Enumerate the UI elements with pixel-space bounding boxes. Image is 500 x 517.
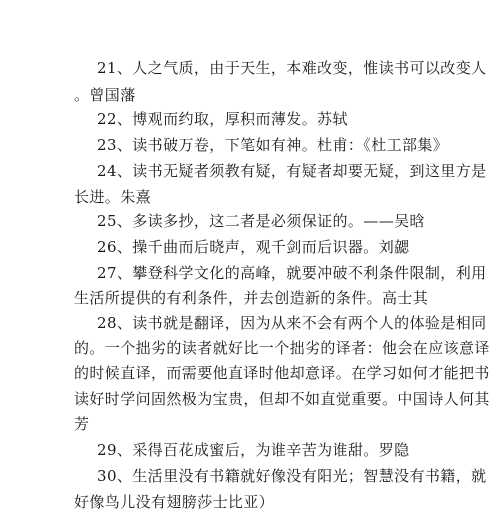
quote-28-line-4: 读好时学问固然极为宝贵，但却不如直觉重要。中国诗人何其 bbox=[74, 390, 490, 408]
quote-27-line-2: 生活所提供的有利条件，并去创造新的条件。高士其 bbox=[74, 289, 429, 307]
quote-24-line-2: 长进。朱熹 bbox=[74, 188, 152, 206]
quote-25: 25、多读多抄，这二者是必须保证的。——吴晗 bbox=[97, 212, 425, 230]
quote-26: 26、操千曲而后晓声，观千剑而后识器。刘勰 bbox=[97, 238, 410, 256]
quote-21-line-2: 。曾国藩 bbox=[74, 86, 136, 104]
quote-28-line-3: 的时候直译，而需要他直译时他却意译。在学习如何才能把书 bbox=[74, 364, 490, 382]
quote-29: 29、采得百花成蜜后，为谁辛苦为谁甜。罗隐 bbox=[97, 441, 410, 459]
quote-27-line-1: 27、攀登科学文化的高峰，就要冲破不利条件限制，利用 bbox=[97, 264, 487, 282]
quote-21-line-1: 21、人之气质，由于天生，本难改变，惟读书可以改变人 bbox=[97, 59, 487, 77]
quote-30-line-2: 好像鸟儿没有翅膀莎士比亚） bbox=[74, 493, 275, 511]
quote-22: 22、博观而约取，厚积而薄发。苏轼 bbox=[97, 110, 348, 128]
quote-28-line-2: 的。一个拙劣的读者就好比一个拙劣的译者：他会在应该意译 bbox=[74, 339, 490, 357]
quote-28-line-5: 芳 bbox=[74, 415, 90, 433]
quote-28-line-1: 28、读书就是翻译，因为从来不会有两个人的体验是相同 bbox=[97, 314, 487, 332]
quote-24-line-1: 24、读书无疑者须教有疑，有疑者却要无疑，到这里方是 bbox=[97, 162, 487, 180]
quote-23: 23、读书破万卷，下笔如有神。杜甫：《杜工部集》 bbox=[97, 136, 449, 154]
quote-30-line-1: 30、生活里没有书籍就好像没有阳光；智慧没有书籍，就 bbox=[97, 467, 487, 485]
